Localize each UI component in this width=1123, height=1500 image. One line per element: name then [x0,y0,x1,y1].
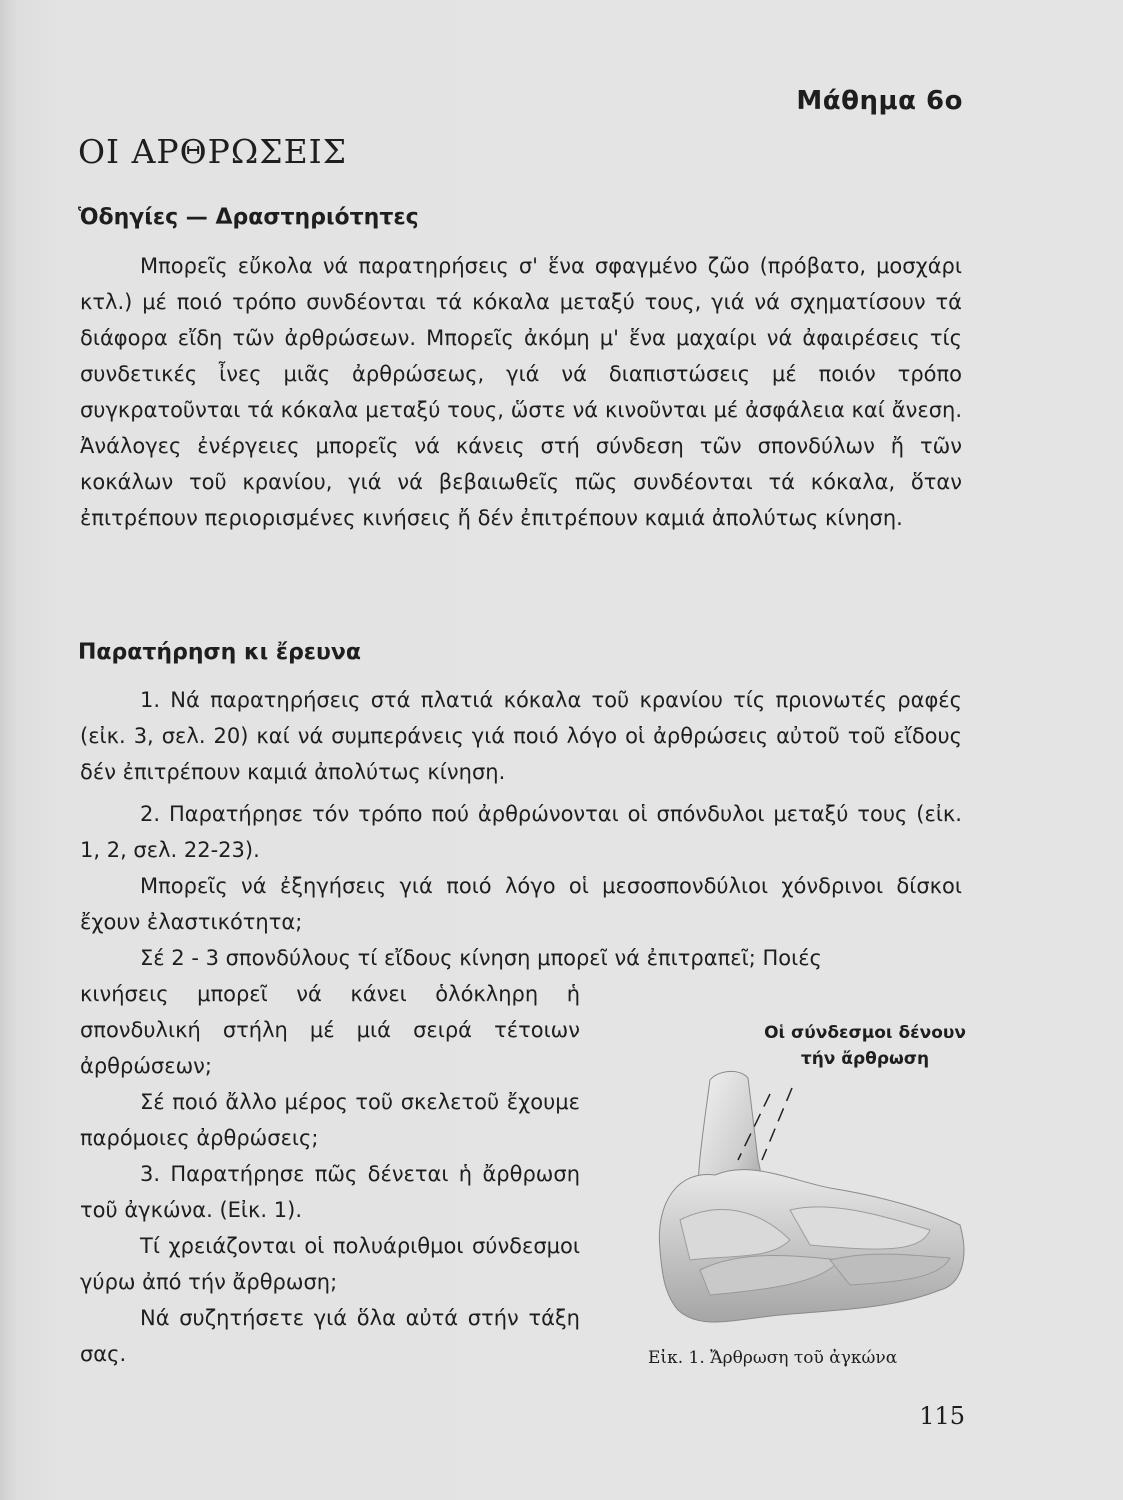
instructions-heading: Ὁδηγίες — Δραστηριότητες [78,205,419,230]
question-vertebrae-rest: κινήσεις μπορεῖ νά κάνει ὁλόκληρη ἡ σπονδυλική στήλη μέ μιά σειρά τέτοιων ἀρθρώσεων; [80,982,580,1078]
figure-label-line-1: Οἱ σύνδεσμοι δένουν [764,1023,966,1043]
page-number: 115 [919,1402,965,1430]
observation-item-1: 1. Νά παρατηρήσεις στά πλατιά κόκαλα τοῦ κρανίου τίς πριονωτές ραφές (εἰκ. 3, σελ. 20) καί νά συμπεράνεις γιά ποιό λόγο οἱ ἀρθρώσεις αὐτοῦ τοῦ εἴδους δέν ἐπιτρέπουν καμιά ἀπολύτως κίνηση. [80,688,962,784]
pointer-line-1 [762,1088,792,1160]
question-skeleton: Σέ ποιό ἄλλο μέρος τοῦ σκελετοῦ ἔχουμε παρόμοιες ἀρθρώσεις; [80,1090,580,1150]
question-ligaments: Τί χρειάζονται οἱ πολυάριθμοι σύνδεσμοι γύρω ἀπό τήν ἄρθρωση; [80,1234,580,1294]
question-discuss: Νά συζητήσετε γιά ὅλα αὐτά στήν τάξη σας. [80,1306,580,1366]
observation-item-2: 2. Παρατήρησε τόν τρόπο πού ἀρθρώνονται οἱ σπόνδυλοι μεταξύ τους (εἰκ. 1, 2, σελ. 22-23). [80,802,962,862]
instructions-paragraph: Μπορεῖς εὔκολα νά παρατηρήσεις σ' ἕνα σφαγμένο ζῶο (πρόβατο, μοσχάρι κτλ.) μέ ποιό τρόπο συνδέονται τά κόκαλα μεταξύ τους, γιά νά σχηματίσουν τά διάφορα εἴδη τῶν ἀρθρώσεων. Μπορεῖς ἀκόμη μ' ἕνα μαχαίρι νά ἀφαιρέσεις τίς συνδετικές ἶνες μιᾶς ἀρθρώσεως, γιά νά διαπιστώσεις μέ ποιόν τρόπο συγκρατοῦνται τά κόκαλα μεταξύ τους, ὥστε νά κινοῦνται μέ ἀσφάλεια καί ἄνεση. Ἀνάλογες ἐνέργειες μπορεῖς νά κάνεις στή σύνδεση τῶν σπονδύλων ἤ τῶν κοκάλων τοῦ κρανίου, γιά νά βεβαιωθεῖς πῶς συνδέονται τά κόκαλα, ὅταν ἐπιτρέπουν περιορισμένες κινήσεις ἤ δέν ἐπιτρέπουν καμιά ἀπολύτως κίνηση. [80,254,962,530]
observation-item-3: 3. Παρατήρησε πῶς δένεται ἡ ἄρθρωση τοῦ ἀγκώνα. (Εἰκ. 1). [80,1162,580,1222]
observation-heading: Παρατήρηση κι ἔρευνα [78,640,362,665]
question-vertebrae-line: Σέ 2 - 3 σπονδύλους τί εἴδους κίνηση μπορεῖ νά ἐπιτραπεῖ; Ποιές [140,946,822,970]
elbow-joint-illustration [640,1010,980,1390]
lesson-number: Μάθημα 6ο [796,86,963,116]
figure-caption: Εἰκ. 1. Ἄρθρωση τοῦ ἀγκώνα [648,1348,898,1368]
question-discs: Μπορεῖς νά ἐξηγήσεις γιά ποιό λόγο οἱ μεσοσπονδύλιοι χόνδρινοι δίσκοι ἔχουν ἐλαστικότητα; [80,874,962,934]
page-title: ΟΙ ΑΡΘΡΩΣΕΙΣ [78,132,348,171]
figure-label-line-2: τήν ἄρθρωση [800,1049,930,1069]
elbow-figure [640,1010,980,1390]
